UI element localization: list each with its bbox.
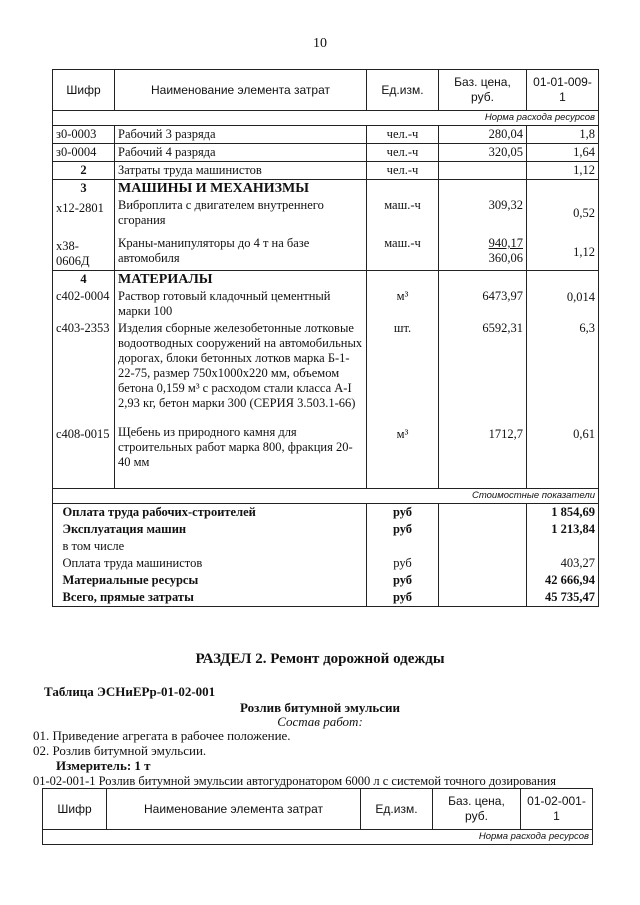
cost-name: Эксплуатация машин: [63, 521, 315, 538]
row-spacer: [53, 478, 599, 489]
col2-header-price: Баз. цена, руб.: [433, 789, 521, 830]
machinist-code: 2: [53, 162, 115, 180]
resource-name: Раствор готовый кладочный цементный марки 100: [115, 288, 367, 320]
col-header-unit: Ед.изм.: [367, 70, 439, 111]
cost-empty: [439, 572, 527, 589]
resource-name: Рабочий 3 разряда: [115, 126, 367, 144]
cost-row: [53, 538, 599, 555]
materials-section-num: 4: [53, 271, 115, 289]
cost-unit: руб: [367, 572, 439, 589]
machine-rows: [53, 197, 599, 271]
machinist-name: Затраты труда машинистов: [115, 162, 367, 180]
resource-qty: 1,8: [527, 126, 599, 144]
resource-qty: 0,61: [527, 424, 599, 478]
resource-code: с408-0015: [53, 424, 115, 478]
resource-unit: шт.: [367, 320, 439, 412]
spacer-cell: [115, 478, 367, 489]
resource-price: 1712,7: [439, 424, 527, 478]
resource-table-01-01-009-1: [52, 69, 599, 607]
work-composition: Состав работ:: [277, 714, 363, 729]
cost-value: [527, 538, 599, 555]
resource-price-machinist: 360,06: [488, 251, 523, 265]
section-2-title: РАЗДЕЛ 2. Ремонт дорожной одежды: [195, 651, 445, 667]
cost-value: 1 854,69: [527, 504, 599, 522]
labor-rows: [53, 126, 599, 162]
cost-value: 403,27: [527, 555, 599, 572]
resource-name: Виброплита с двигателем внутреннего сгорания: [115, 197, 367, 229]
cost-name: Материальные ресурсы: [63, 572, 315, 589]
cost-label: Стоимостные показатели: [53, 489, 599, 504]
resource-qty: 0,52: [527, 197, 599, 229]
resource-price-cell: [439, 197, 527, 229]
resource-qty: 0,014: [527, 288, 599, 320]
spacer-cell: [367, 412, 439, 424]
machine-row: [53, 197, 599, 229]
resource-unit: чел.-ч: [367, 126, 439, 144]
col-header-name: Наименование элемента затрат: [115, 70, 367, 111]
resource-name: Щебень из природного камня для строительных работ марка 800, фракция 20-40 мм: [115, 424, 367, 478]
col-header-code: 01-01-009-1: [527, 70, 599, 111]
cost-name: Оплата труда машинистов: [63, 555, 315, 572]
spacer-cell: [527, 478, 599, 489]
materials-section-row: [53, 271, 599, 289]
machines-section-num: 3: [53, 180, 115, 198]
labor-row: [53, 144, 599, 162]
norma-row-2: [43, 830, 593, 845]
cost-empty: [439, 538, 527, 555]
cost-unit: [367, 538, 439, 555]
spacer-cell: [53, 478, 115, 489]
cost-unit: руб: [367, 589, 439, 607]
resource-qty: 6,3: [527, 320, 599, 412]
materials-section-title: МАТЕРИАЛЫ: [115, 271, 367, 289]
resource-table-01-02-001-1: [42, 788, 593, 845]
resource-code: х12-2801: [53, 197, 115, 229]
material-row: [53, 424, 599, 478]
work-step-1: 01. Приведение агрегата в рабочее положение.: [33, 728, 291, 743]
resource-qty: 1,64: [527, 144, 599, 162]
resource-code: з0-0004: [53, 144, 115, 162]
cost-empty: [439, 504, 527, 522]
machinist-row: [53, 162, 599, 180]
cost-value: 45 735,47: [527, 589, 599, 607]
work-step-2: 02. Розлив битумной эмульсии.: [33, 743, 207, 758]
cost-rows: [53, 504, 599, 607]
material-rows: [53, 288, 599, 489]
col2-header-unit: Ед.изм.: [361, 789, 433, 830]
resource-price: 940,17: [488, 236, 523, 250]
resource-price: 6592,31: [439, 320, 527, 412]
cost-value: 42 666,94: [527, 572, 599, 589]
cost-empty: [439, 521, 527, 538]
cost-empty: [439, 555, 527, 572]
resource-code: з0-0003: [53, 126, 115, 144]
col-header-price: Баз. цена, руб.: [439, 70, 527, 111]
machinist-qty: 1,12: [527, 162, 599, 180]
cost-unit: руб: [367, 555, 439, 572]
meter-label: Измеритель: 1 т: [56, 758, 151, 773]
machines-section-row: [53, 180, 599, 198]
machines-section-title: МАШИНЫ И МЕХАНИЗМЫ: [115, 180, 367, 198]
resource-code: с403-2353: [53, 320, 115, 412]
resource-unit: м³: [367, 424, 439, 478]
material-row: [53, 320, 599, 412]
resource-code: х38-0606Д: [53, 235, 115, 271]
table-label: Таблица ЭСНиЕРр-01-02-001: [44, 684, 216, 699]
row-spacer: [53, 412, 599, 424]
cost-row: [53, 521, 599, 538]
spacer-cell: [115, 412, 367, 424]
page-number: 10: [313, 36, 327, 51]
machinist-price: [439, 162, 527, 180]
material-row: [53, 288, 599, 320]
table-header-row: [53, 70, 599, 111]
resource-price: 309,32: [488, 198, 523, 212]
cost-row: [53, 504, 599, 522]
resource-price-cell: [439, 235, 527, 271]
machine-row: [53, 235, 599, 271]
work-title: Розлив битумной эмульсии: [240, 700, 400, 715]
norma-label-2: Норма расхода ресурсов: [43, 830, 593, 845]
spacer-cell: [527, 412, 599, 424]
col2-header-name: Наименование элемента затрат: [107, 789, 361, 830]
resource-price: 320,05: [439, 144, 527, 162]
cost-label-row: [53, 489, 599, 504]
spacer-cell: [367, 478, 439, 489]
cost-row: [53, 589, 599, 607]
resource-price: 6473,97: [439, 288, 527, 320]
table2-header-row: [43, 789, 593, 830]
resource-qty: 1,12: [527, 235, 599, 271]
item-line: 01-02-001-1 Розлив битумной эмульсии автогудронатором 6000 л с системой точного дозирования: [33, 774, 556, 788]
cost-name: Оплата труда рабочих-строителей: [63, 504, 315, 522]
norma-label: Норма расхода ресурсов: [53, 111, 599, 126]
resource-unit: чел.-ч: [367, 144, 439, 162]
col-header-shifr: Шифр: [53, 70, 115, 111]
resource-unit: маш.-ч: [367, 197, 439, 229]
resource-unit: маш.-ч: [367, 235, 439, 271]
cost-unit: руб: [367, 504, 439, 522]
machinist-unit: чел.-ч: [367, 162, 439, 180]
cost-row: [53, 555, 599, 572]
norma-row: [53, 111, 599, 126]
resource-name: Рабочий 4 разряда: [115, 144, 367, 162]
col2-header-shifr: Шифр: [43, 789, 107, 830]
cost-row: [53, 572, 599, 589]
col2-header-code: 01-02-001-1: [521, 789, 593, 830]
spacer-cell: [439, 412, 527, 424]
resource-code: с402-0004: [53, 288, 115, 320]
resource-name: Краны-манипуляторы до 4 т на базе автомобиля: [115, 235, 367, 271]
spacer-cell: [53, 412, 115, 424]
cost-unit: руб: [367, 521, 439, 538]
labor-row: [53, 126, 599, 144]
resource-price: 280,04: [439, 126, 527, 144]
cost-empty: [439, 589, 527, 607]
cost-value: 1 213,84: [527, 521, 599, 538]
resource-unit: м³: [367, 288, 439, 320]
resource-name: Изделия сборные железобетонные лотковые водоотводных сооружений на автомобильных дорогах, блоки бетонных лотков марка Б-1-22-75, размер 750х1000х220 мм, объемом бетона 0,159 м³ с расходом стали класса А-I 2,93 кг, бетон марки 300 (СЕРИЯ 3.503.1-66): [115, 320, 367, 412]
cost-name: Всего, прямые затраты: [63, 589, 315, 607]
spacer-cell: [439, 478, 527, 489]
cost-name: в том числе: [63, 538, 315, 555]
